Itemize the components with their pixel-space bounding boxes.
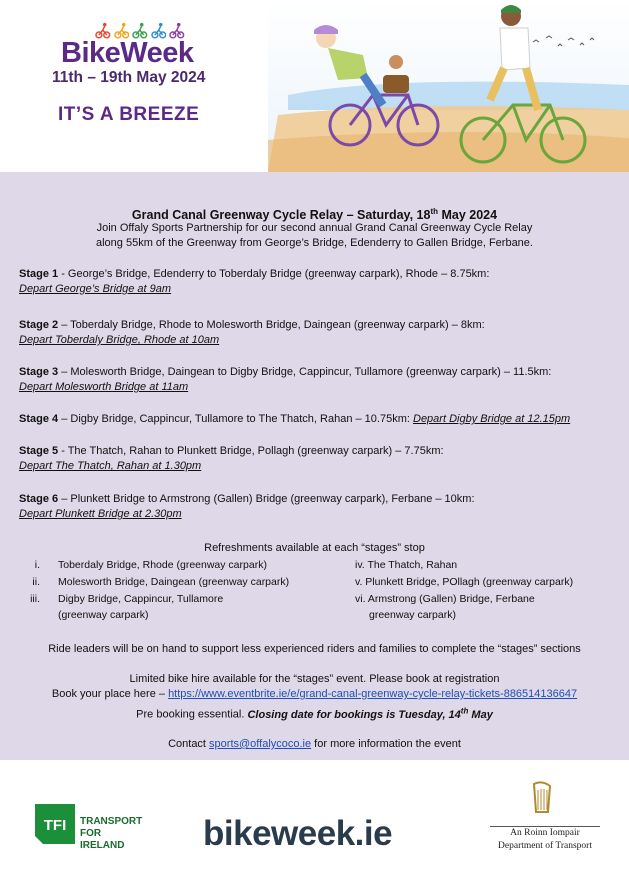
stage-2-route: Stage 2 – Toberdaly Bridge, Rhode to Molesworth Bridge, Daingean (greenway carpark) – 8km:: [19, 319, 485, 331]
stage-3-route: Stage 3 – Molesworth Bridge, Daingean to Digby Bridge, Cappincur, Tullamore (greenway carpark) – 11.5km:: [19, 366, 552, 378]
refreshment-item: Digby Bridge, Cappincur, Tullamore: [58, 593, 224, 605]
event-panel: [0, 172, 629, 760]
tfi-line-3: IRELAND: [80, 840, 125, 851]
header: [0, 0, 629, 172]
refreshment-item: vi. Armstrong (Gallen) Bridge, Ferbane: [355, 593, 535, 605]
stage-5-depart: Depart The Thatch, Rahan at 1.30pm: [19, 460, 202, 472]
contact-line: Contact sports@offalycoco.ie for more information the event: [168, 738, 461, 750]
stage-1-depart: Depart George’s Bridge at 9am: [19, 283, 172, 295]
stage-5-route: Stage 5 - The Thatch, Rahan to Plunkett Bridge, Pollagh (greenway carpark) – 7.75km:: [19, 445, 444, 457]
stage-4-route: Stage 4 – Digby Bridge, Cappincur, Tullamore to The Thatch, Rahan – 10.75km: Depart Digby Bridge at 12.15pm: [19, 413, 571, 425]
ride-leaders-note: Ride leaders will be on hand to support less experienced riders and families to complete the “stages” sections: [48, 643, 581, 655]
refreshment-item-cont: greenway carpark): [369, 609, 456, 621]
cyclists-illustration: [268, 0, 629, 172]
refreshments-heading: Refreshments available at each “stages” stop: [204, 542, 425, 554]
stage-1-route: Stage 1 - George’s Bridge, Edenderry to Toberdaly Bridge (greenway carpark), Rhode – 8.75km:: [19, 268, 490, 280]
harp-crest-icon: [530, 780, 554, 816]
footer: [0, 760, 629, 881]
tfi-line-1: TRANSPORT: [80, 816, 143, 827]
stage-6-depart: Depart Plunkett Bridge at 2.30pm: [19, 508, 182, 520]
bike-hire-note: Limited bike hire available for the “stages” event. Please book at registration: [129, 673, 500, 685]
stage-3-depart: Depart Molesworth Bridge at 11am: [19, 381, 189, 393]
stage-6-route: Stage 6 – Plunkett Bridge to Armstrong (Gallen) Bridge (greenway carpark), Ferbane – 10km:: [19, 493, 475, 505]
event-title: Grand Canal Greenway Cycle Relay – Saturday, 18th May 2024: [131, 207, 498, 223]
refreshment-item: Molesworth Bridge, Daingean (greenway carpark): [58, 576, 290, 588]
refreshment-num: iii.: [30, 593, 40, 605]
refreshment-num: i.: [34, 559, 40, 571]
refreshment-item: Toberdaly Bridge, Rhode (greenway carpark): [58, 559, 267, 571]
brand-tagline: IT’S A BREEZE: [58, 104, 200, 125]
bikeweek-site-name: bikeweek.ie: [203, 814, 393, 853]
refreshment-num: ii.: [32, 576, 40, 588]
refreshment-item: iv. The Thatch, Rahan: [355, 559, 458, 571]
brand-title: BikeWeek: [61, 37, 194, 69]
tfi-mark-text: TFI: [43, 817, 67, 834]
stage-2-depart: Depart Toberdaly Bridge, Rhode at 10am: [19, 334, 220, 346]
refreshment-item: v. Plunkett Bridge, POllagh (greenway carpark): [355, 576, 574, 588]
booking-link[interactable]: https://www.eventbrite.ie/e/grand-canal-greenway-cycle-relay-tickets-886514136647: [168, 688, 578, 700]
event-intro-line-1: Join Offaly Sports Partnership for our second annual Grand Canal Greenway Cycle Relay: [96, 222, 533, 234]
dept-name-english: Department of Transport: [498, 841, 592, 851]
tfi-line-2: FOR: [80, 828, 102, 839]
brand-dates: 11th – 19th May 2024: [52, 69, 206, 86]
booking-line: Book your place here – https://www.eventbrite.ie/e/grand-canal-greenway-cycle-relay-tickets-886514136647: [51, 688, 578, 700]
event-intro-line-2: along 55km of the Greenway from George’s Bridge, Edenderry to Gallen Bridge, Ferbane.: [96, 237, 533, 249]
stage-4-depart: Depart Digby Bridge at 12.15pm: [413, 413, 571, 425]
dept-name-irish: An Roinn Iompair: [510, 828, 580, 838]
closing-date-line: Pre booking essential. Closing date for bookings is Tuesday, 14th May: [136, 706, 493, 721]
refreshment-item-cont: (greenway carpark): [58, 609, 149, 621]
tfi-logo-icon: [35, 804, 75, 844]
contact-email-link[interactable]: sports@offalycoco.ie: [209, 738, 312, 750]
dept-rule: [490, 826, 600, 827]
